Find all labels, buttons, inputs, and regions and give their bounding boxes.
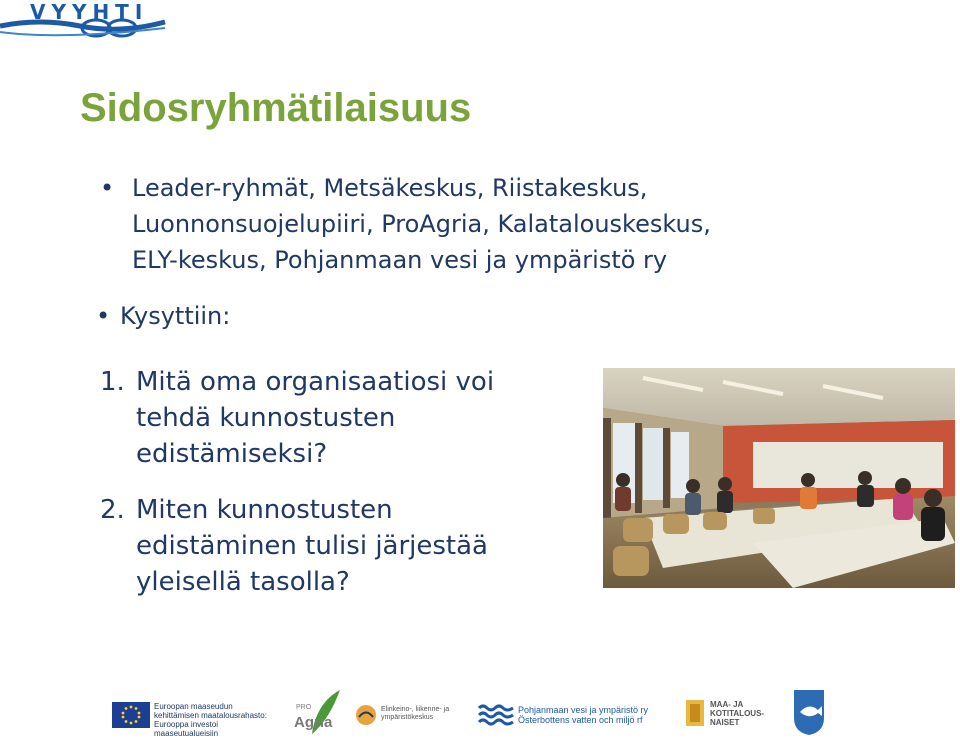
question-line: yleisellä tasolla? xyxy=(136,567,350,597)
bullet-icon: • xyxy=(96,302,111,330)
maa-text-line: MAA- JA xyxy=(710,700,744,709)
eu-text-line: kehittämisen maatalousrahasto: xyxy=(154,711,267,720)
proagria-small-text: PRO xyxy=(296,704,312,711)
pvy-logo xyxy=(478,684,668,740)
vyyhti-logo-text: VYYHTI xyxy=(30,0,149,24)
pvy-text-line: Österbottens vatten och miljö rf xyxy=(518,715,643,725)
maa-emblem-icon xyxy=(684,698,706,728)
pvy-text-line: Pohjanmaan vesi ja ympäristö ry xyxy=(518,705,649,715)
bullet-line: Leader-ryhmät, Metsäkeskus, Riistakeskus, xyxy=(132,174,648,202)
eu-text-line: Euroopan maaseudun xyxy=(154,702,233,711)
bullet-list xyxy=(96,170,820,334)
meeting-room-image xyxy=(603,368,955,588)
question-number: 1. xyxy=(100,367,125,397)
ely-text-line: Elinkeino-, liikenne- ja xyxy=(381,706,450,713)
bullet-item-stakeholders xyxy=(100,170,820,278)
proagria-text: Agria xyxy=(294,714,333,731)
waves-icon xyxy=(478,702,514,728)
question-list xyxy=(100,364,580,600)
question-line: edistäminen tulisi järjestää xyxy=(136,531,488,561)
question-line: Mitä oma organisaatiosi voi xyxy=(136,367,495,397)
footer-logos xyxy=(0,684,960,746)
maa-text-line: KOTITALOUS- xyxy=(710,709,765,718)
question-1 xyxy=(100,364,580,472)
ely-emblem-icon xyxy=(355,704,377,726)
question-line: tehdä kunnostusten xyxy=(136,403,396,433)
vyyhti-wave-icon xyxy=(0,12,170,44)
meeting-photo xyxy=(603,368,955,588)
ely-text-line: ympäristökeskus xyxy=(381,714,434,721)
bullet-line: Luonnonsuojelupiiri, ProAgria, Kalatalouskeskus, xyxy=(132,210,711,238)
maa-text-line: NAISET xyxy=(710,718,740,727)
slide-title: Sidosryhmätilaisuus xyxy=(80,86,472,130)
bullet-icon: • xyxy=(100,174,115,202)
maa-kotitalous-logo xyxy=(684,684,780,740)
proagria-logo xyxy=(290,684,346,740)
question-line: Miten kunnostusten xyxy=(136,495,393,525)
question-2 xyxy=(100,492,580,600)
bullet-item-asked xyxy=(96,298,816,334)
question-number: 2. xyxy=(100,495,125,525)
eu-logo xyxy=(112,684,282,740)
question-line: edistämiseksi? xyxy=(136,439,328,469)
fish-shield-icon xyxy=(792,688,826,736)
eu-flag-icon xyxy=(112,702,150,728)
fish-shield-logo xyxy=(792,684,828,740)
vyyhti-logo xyxy=(0,0,170,44)
ely-logo xyxy=(355,684,465,740)
bullet-line: ELY-keskus, Pohjanmaan vesi ja ympäristö ry xyxy=(132,246,668,274)
eu-text-line: Eurooppa investoi maaseutualueisiin xyxy=(154,720,219,738)
bullet-line: Kysyttiin: xyxy=(120,302,231,330)
